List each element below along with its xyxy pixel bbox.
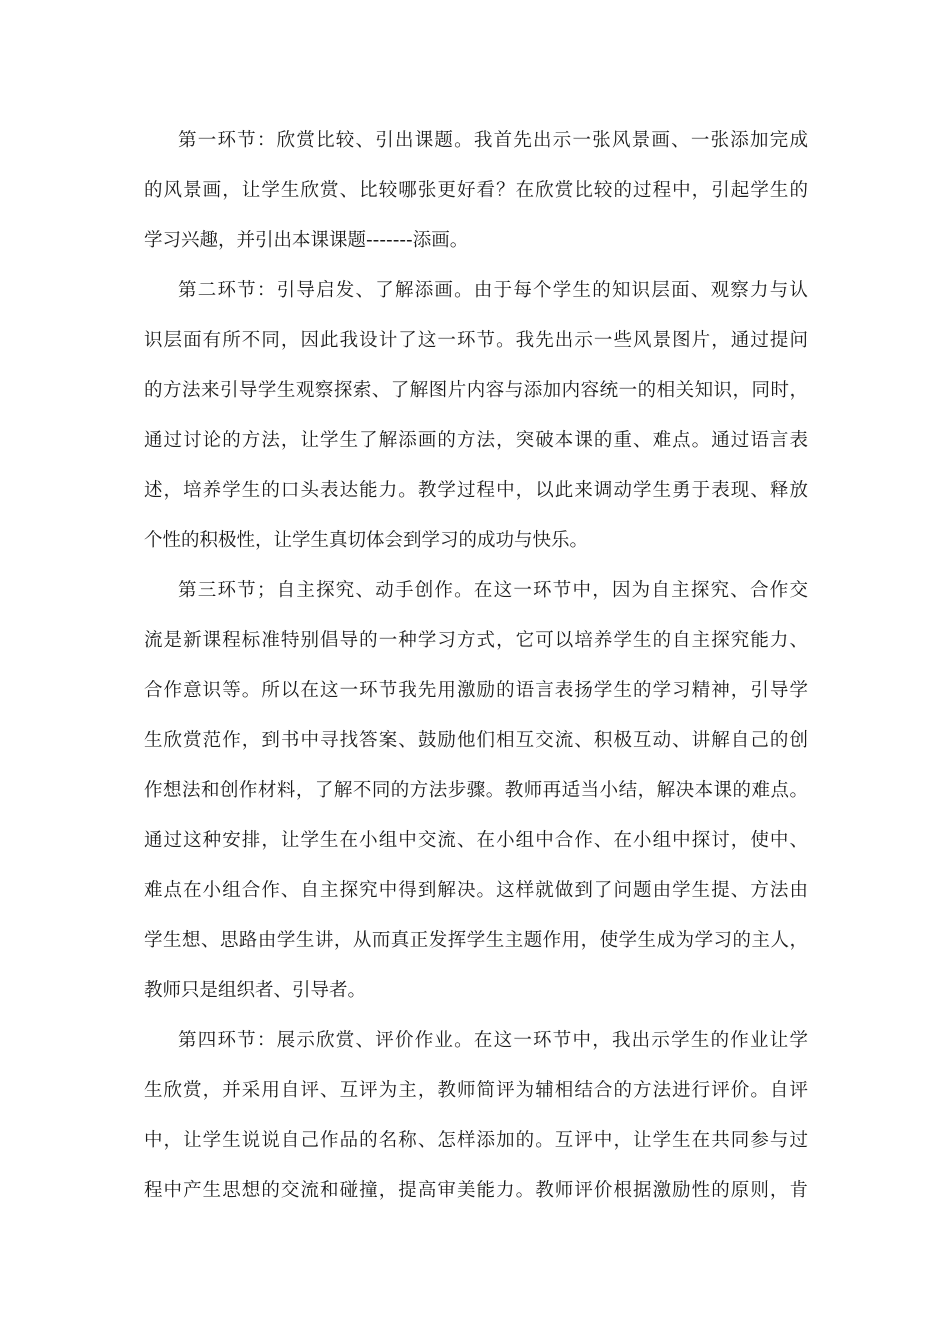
text-line: 识层面有所不同，因此我设计了这一环节。我先出示一些风景图片，通过提问: [144, 330, 808, 351]
text-line: 第一环节：欣赏比较、引出课题。我首先出示一张风景画、一张添加完成: [178, 130, 808, 151]
text-line: 生欣赏范作，到书中寻找答案、鼓励他们相互交流、积极互动、讲解自己的创: [144, 730, 808, 751]
text-line: 学生想、思路由学生讲，从而真正发挥学生主题作用，使学生成为学习的主人，: [144, 930, 808, 951]
text-line: 通过讨论的方法，让学生了解添画的方法，突破本课的重、难点。通过语言表: [144, 430, 808, 451]
text-line: 中，让学生说说自己作品的名称、怎样添加的。互评中，让学生在共同参与过: [144, 1130, 808, 1151]
text-line: 合作意识等。所以在这一环节我先用激励的语言表扬学生的学习精神，引导学: [144, 680, 808, 701]
text-line: 通过这种安排，让学生在小组中交流、在小组中合作、在小组中探讨，使中、: [144, 830, 808, 851]
text-line: 程中产生思想的交流和碰撞，提高审美能力。教师评价根据激励性的原则，肯: [144, 1180, 808, 1201]
text-line: 第四环节：展示欣赏、评价作业。在这一环节中，我出示学生的作业让学: [178, 1030, 808, 1051]
text-line: 的方法来引导学生观察探索、了解图片内容与添加内容统一的相关知识，同时，: [144, 380, 808, 401]
text-line: 流是新课程标准特别倡导的一种学习方式，它可以培养学生的自主探究能力、: [144, 630, 808, 651]
text-line: 的风景画，让学生欣赏、比较哪张更好看？在欣赏比较的过程中，引起学生的: [144, 180, 808, 201]
text-line: 第二环节：引导启发、了解添画。由于每个学生的知识层面、观察力与认: [178, 280, 808, 301]
text-line: 述，培养学生的口头表达能力。教学过程中，以此来调动学生勇于表现、释放: [144, 480, 808, 501]
text-line: 个性的积极性，让学生真切体会到学习的成功与快乐。: [144, 530, 589, 551]
text-line: 教师只是组织者、引导者。: [144, 980, 367, 1001]
text-line: 难点在小组合作、自主探究中得到解决。这样就做到了问题由学生提、方法由: [144, 880, 808, 901]
text-line: 生欣赏，并采用自评、互评为主，教师简评为辅相结合的方法进行评价。自评: [144, 1080, 808, 1101]
text-line: 第三环节；自主探究、动手创作。在这一环节中，因为自主探究、合作交: [178, 580, 808, 601]
text-line: 学习兴趣，并引出本课课题-------添画。: [144, 230, 469, 251]
text-line: 作想法和创作材料，了解不同的方法步骤。教师再适当小结，解决本课的难点。: [144, 780, 808, 801]
